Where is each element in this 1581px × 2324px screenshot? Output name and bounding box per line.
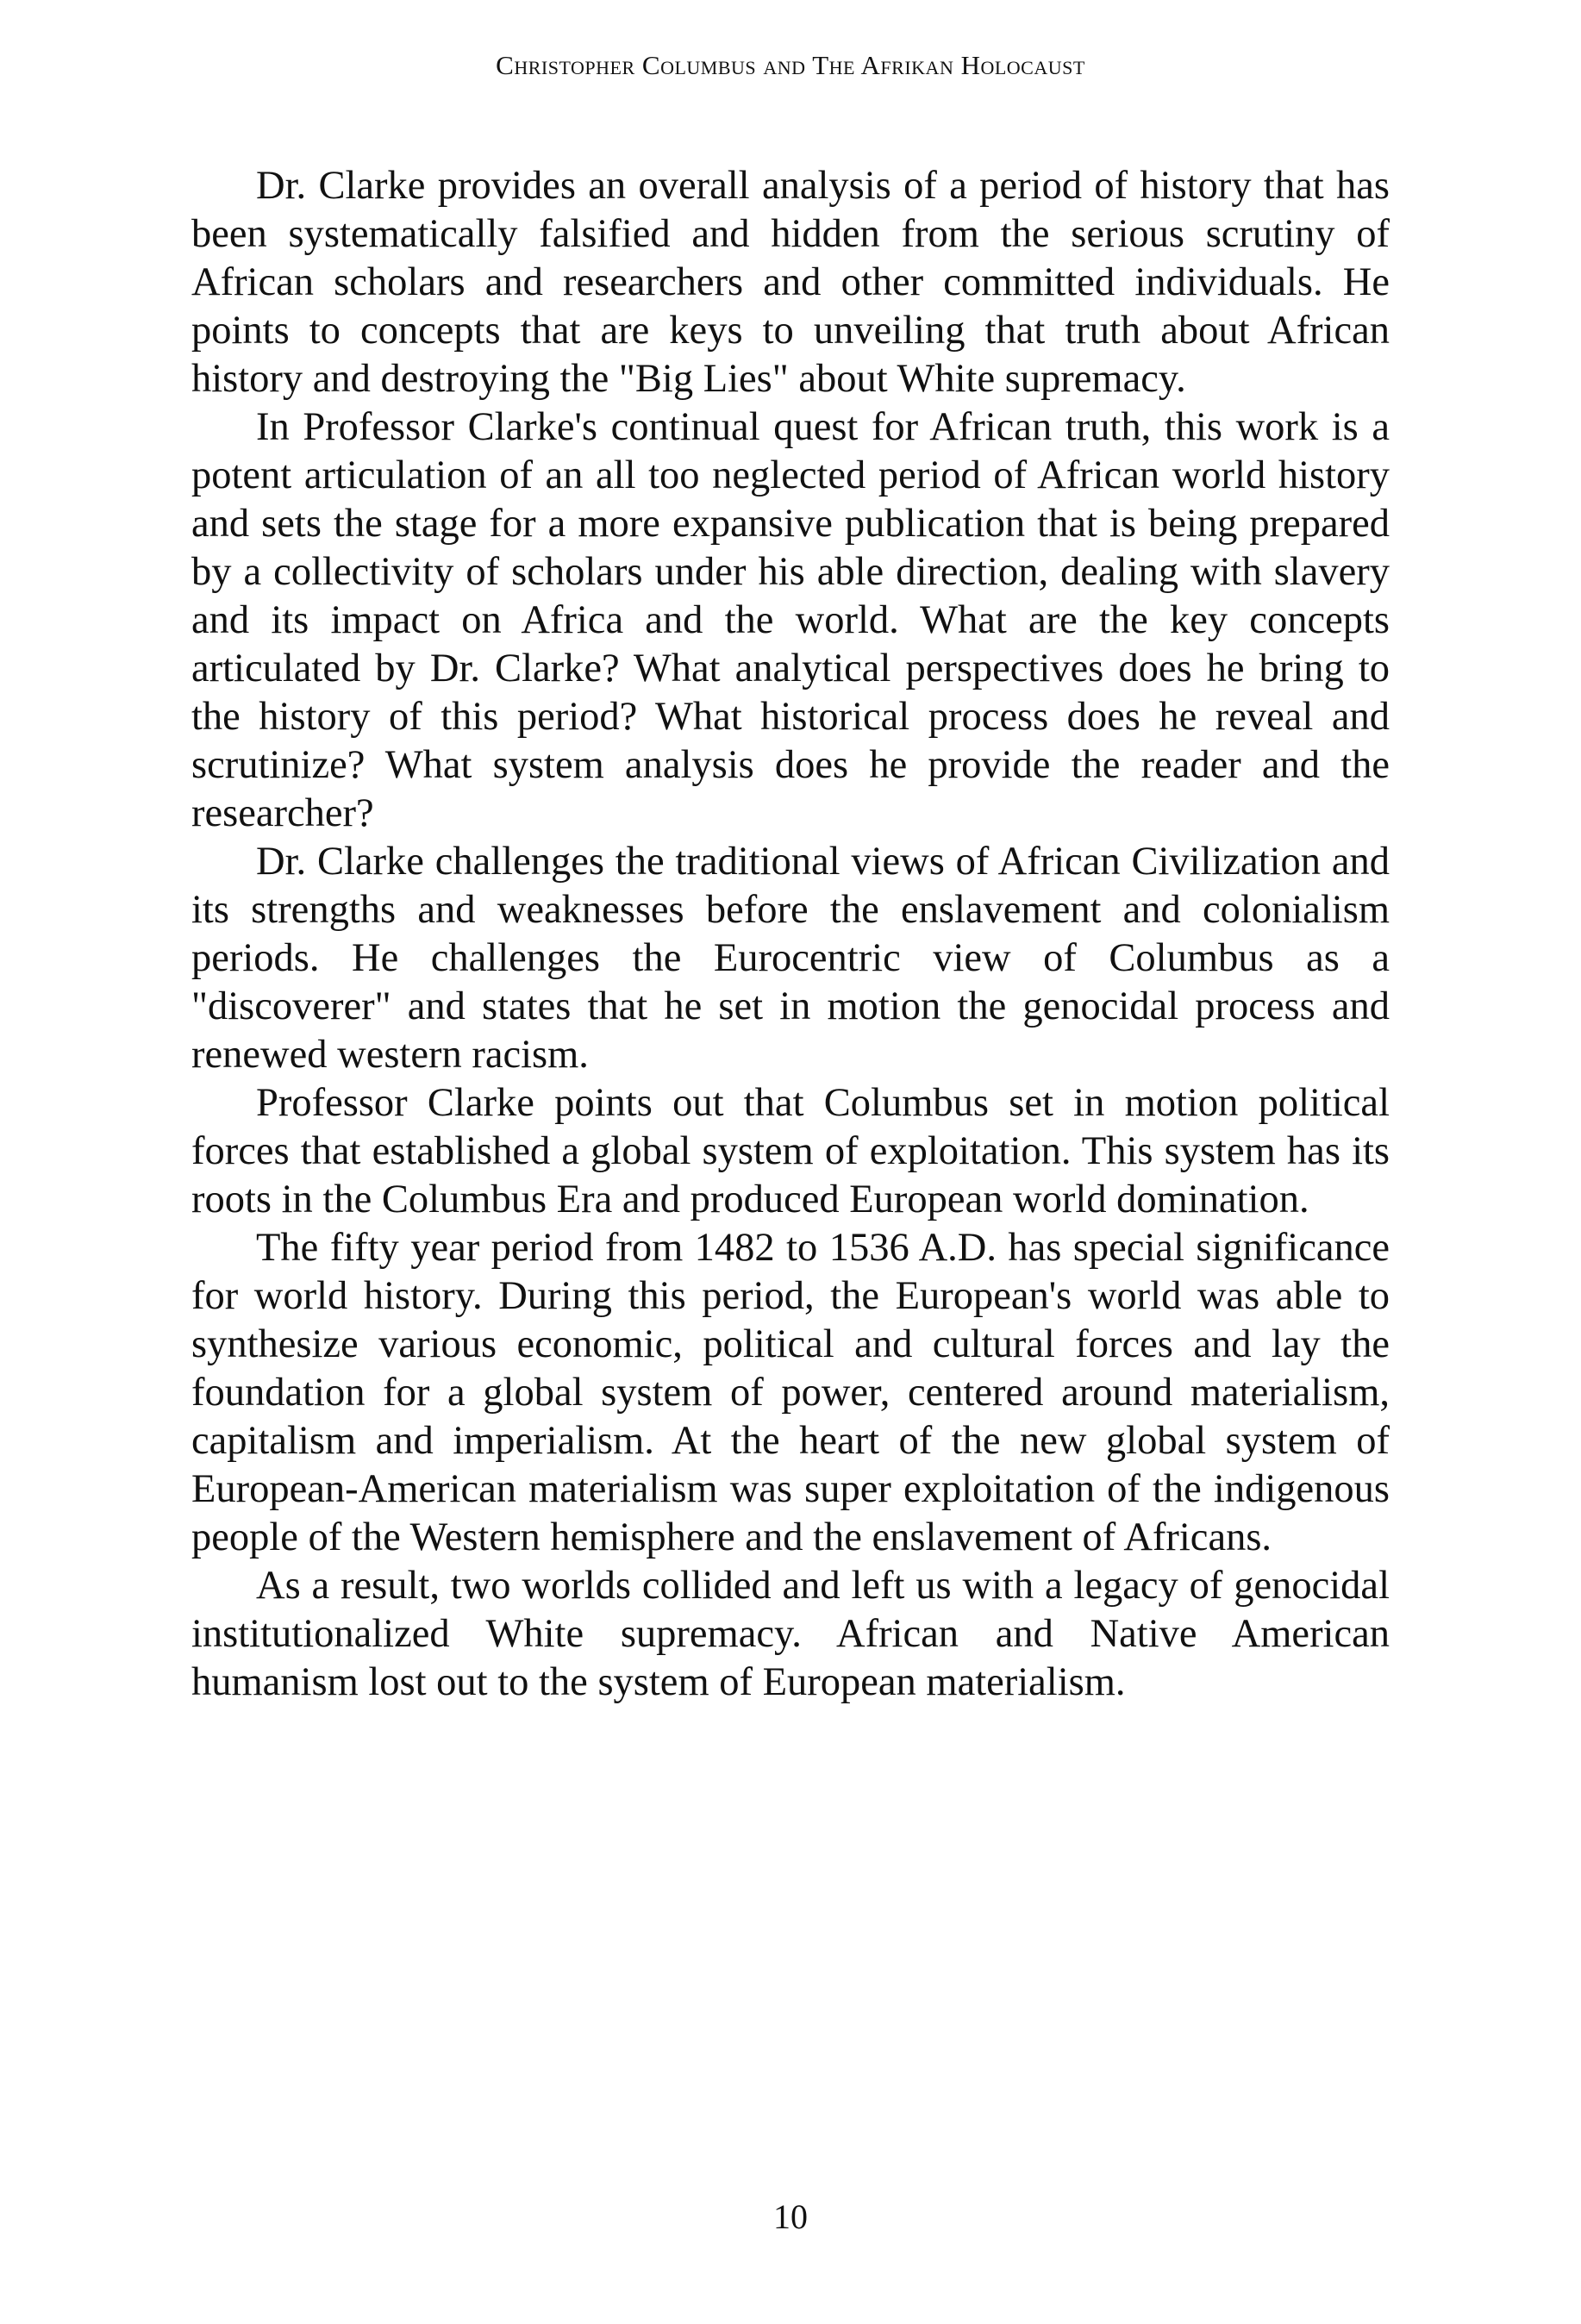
paragraph: As a result, two worlds collided and left us with a legacy of genocidal institutionalized White supremacy. African and Native American humanism lost out to the system of European materialism. — [191, 1564, 1390, 1704]
running-head: Christopher Columbus and The Afrikan Holocaust — [496, 50, 1085, 80]
paragraph: The fifty year period from 1482 to 1536 A.D. has special significance for world history. During this period, the European's world was able to synthesize various economic, political and cultural forces and lay the foundation for a global system of power, centered around materialism, capitalism and imperialism. At the heart of the new global system of European-American materialism was super exploitation of the indigenous people of the Western hemisphere and the enslavement of Africans. — [191, 1226, 1390, 1559]
page-number: 10 — [773, 2197, 808, 2236]
paragraph: Dr. Clarke challenges the traditional views of African Civilization and its strengths and weaknesses before the enslavement and colonialism periods. He challenges the Eurocentric view of Columbus as a "discoverer" and states that he set in motion the genocidal process and renewed western racism. — [191, 840, 1390, 1077]
body-text — [191, 162, 1390, 1707]
paragraph: In Professor Clarke's continual quest for African truth, this work is a potent articulation of an all too neglected period of African world history and sets the stage for a more expansive publication that is being prepared by a collectivity of scholars under his able direction, dealing with slavery and its impact on Africa and the world. What are the key concepts articulated by Dr. Clarke? What analytical perspectives does he bring to the history of this period? What historical process does he reveal and scrutinize? What system analysis does he provide the reader and the researcher? — [191, 405, 1390, 835]
paragraph: Professor Clarke points out that Columbus set in motion political forces that established a global system of exploitation. This system has its roots in the Columbus Era and produced European world domination. — [191, 1081, 1390, 1221]
paragraph: Dr. Clarke provides an overall analysis of a period of history that has been systematically falsified and hidden from the serious scrutiny of African scholars and researchers and other committed individuals. He points to concepts that are keys to unveiling that truth about African history and destroying the "Big Lies" about White supremacy. — [191, 164, 1390, 401]
